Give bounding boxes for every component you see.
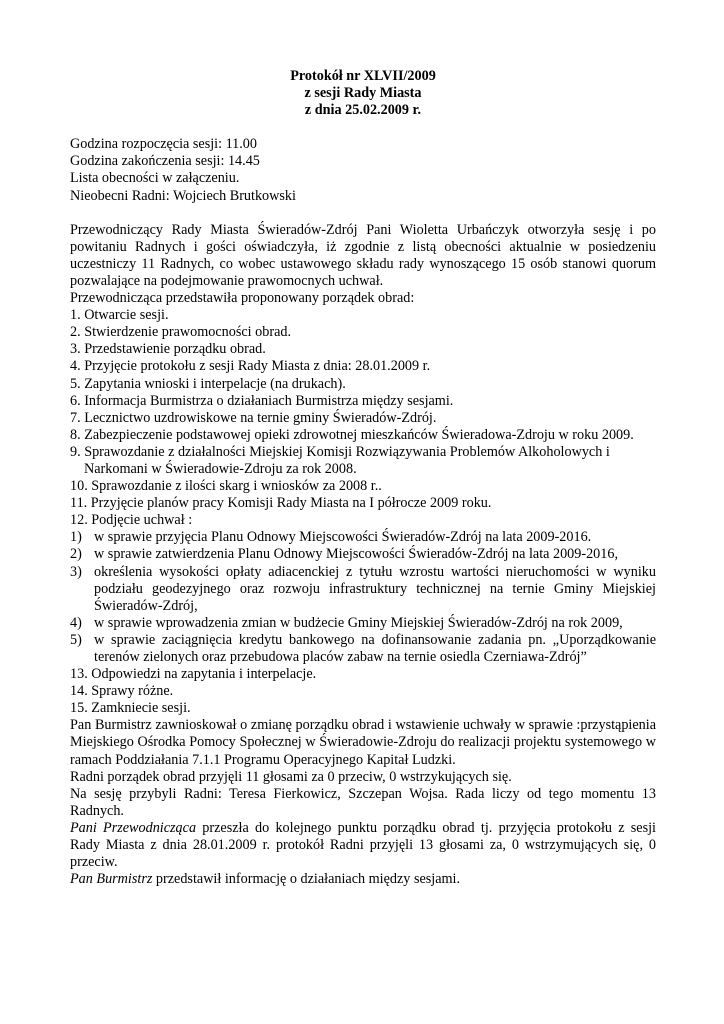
agenda-item: 5. Zapytania wnioski i interpelacje (na drukach). — [70, 375, 346, 392]
agenda-item: 12. Podjęcie uchwał : — [70, 512, 193, 529]
minutes-approval — [70, 820, 656, 871]
opening-paragraph: Przewodniczący Rady Miasta Świeradów-Zdrój Pani Wioletta Urbańczyk otworzyła sesję i po powitaniu Radnych i gości oświadczyła, iż zgodnie z listą obecności aktualnie w posiedzeniu uczestniczy 11 Radnych, co wobec ustawowego składu rady wynoszącego 15 osób stanowi quorum pozwalające na podejmowanie prawomocnych uchwał. — [70, 221, 656, 289]
protocol-number: Protokół nr XLVII/2009 — [290, 68, 436, 84]
session-date: z dnia 25.02.2009 r. — [304, 102, 422, 119]
mayor-report-text: przedstawił informację o działaniach między sesjami. — [152, 871, 461, 888]
absent-councillors: Nieobecni Radni: Wojciech Brutkowski — [70, 187, 296, 204]
resolution-item — [70, 564, 656, 615]
agenda-item: 1. Otwarcie sesji. — [70, 307, 169, 324]
agenda-vote: Radni porządek obrad przyjęli 11 głosami za 0 przeciw, 0 wstrzykujących się. — [70, 768, 512, 785]
resolution-number: 3) — [70, 563, 82, 580]
agenda-intro: Przewodnicząca przedstawiła proponowany porządek obrad: — [70, 290, 415, 307]
agenda-list — [70, 307, 656, 717]
resolution-item — [70, 615, 656, 632]
document-title — [70, 68, 656, 119]
session-meta — [70, 136, 656, 204]
mayor-report — [70, 871, 656, 888]
resolution-number: 4) — [70, 614, 82, 631]
document-page — [70, 68, 656, 888]
session-end: Godzina zakończenia sesji: 14.45 — [70, 153, 260, 170]
resolution-item — [70, 632, 656, 666]
minutes-approval-text: przeszła do kolejnego punktu porządku obrad tj. przyjęcia protokołu z sesji Rady Miasta z dnia 28.01.2009 r. protokół Radni przyjęli 13 głosami za, 0 wstrzymujących się, 0 przeciw. — [70, 819, 656, 871]
resolutions-list — [70, 529, 656, 666]
agenda-item: 7. Lecznictwo uzdrowiskowe na ternie gminy Świeradów-Zdrój. — [70, 409, 437, 426]
councillors-arrival: Na sesję przybyli Radni: Teresa Fierkowicz, Szczepan Wojsa. Rada liczy od tego momentu 13 Radnych. — [70, 785, 656, 819]
resolution-text: w sprawie zaciągnięcia kredytu bankowego na dofinansowanie zadania pn. „Uporządkowanie terenów zielonych oraz przebudowa placów zabaw na ternie osiedla Czerniawa-Zdrój” — [94, 631, 656, 665]
agenda-item: 2. Stwierdzenie prawomocności obrad. — [70, 324, 292, 341]
agenda-item: 3. Przedstawienie porządku obrad. — [70, 341, 266, 358]
attendance-note: Lista obecności w załączeniu. — [70, 170, 240, 187]
proceedings — [70, 222, 656, 889]
agenda-item: 8. Zabezpieczenie podstawowej opieki zdrowotnej mieszkańców Świeradowa-Zdroju w roku 2009. — [70, 426, 634, 443]
resolution-item — [70, 546, 656, 563]
agenda-item: 4. Przyjęcie protokołu z sesji Rady Miasta z dnia: 28.01.2009 r. — [70, 358, 431, 375]
resolution-text: w sprawie wprowadzenia zmian w budżecie Gminy Miejskiej Świeradów-Zdrój na rok 2009, — [94, 614, 623, 631]
agenda-item: 10. Sprawozdanie z ilości skarg i wniosków za 2008 r.. — [70, 478, 382, 495]
session-name: z sesji Rady Miasta — [304, 85, 422, 102]
agenda-item: 6. Informacja Burmistrza o działaniach Burmistrza między sesjami. — [70, 392, 454, 409]
session-start: Godzina rozpoczęcia sesji: 11.00 — [70, 136, 257, 153]
agenda-change-motion: Pan Burmistrz zawnioskował o zmianę porządku obrad i wstawienie uchwały w sprawie :przystąpienia Miejskiego Ośrodka Pomocy Społecznej w Świeradowie-Zdroju do realizacji projektu systemowego w ramach Poddziałania 7.1.1 Programu Operacyjnego Kapitał Ludzki. — [70, 717, 656, 768]
speaker-name: Pani Przewodnicząca — [70, 819, 197, 836]
agenda-item: 15. Zamkniecie sesji. — [70, 700, 191, 717]
agenda-item: 14. Sprawy różne. — [70, 683, 174, 700]
resolution-text: określenia wysokości opłaty adiacenckiej z tytułu wzrostu wartości nieruchomości w wyniku podziału geodezyjnego oraz rozwoju infrastruktury technicznej na ternie Gminy Miejskiej Świeradów-Zdrój, — [94, 563, 656, 614]
resolution-text: w sprawie zatwierdzenia Planu Odnowy Miejscowości Świeradów-Zdrój na lata 2009-2016, — [94, 546, 619, 563]
resolution-text: w sprawie przyjęcia Planu Odnowy Miejscowości Świeradów-Zdrój na lata 2009-2016. — [94, 529, 592, 546]
agenda-item-continuation: Narkomani w Świeradowie-Zdroju za rok 2008. — [84, 460, 357, 477]
resolution-number: 1) — [70, 529, 82, 546]
agenda-item: 9. Sprawozdanie z działalności Miejskiej Komisji Rozwiązywania Problemów Alkoholowych i — [70, 443, 610, 460]
resolution-number: 5) — [70, 631, 82, 648]
agenda-item: 11. Przyjęcie planów pracy Komisji Rady Miasta na I półrocze 2009 roku. — [70, 495, 492, 512]
resolution-number: 2) — [70, 546, 82, 563]
agenda-item: 13. Odpowiedzi na zapytania i interpelacje. — [70, 666, 317, 683]
speaker-name: Pan Burmistrz — [70, 871, 153, 888]
resolution-item — [70, 529, 656, 546]
